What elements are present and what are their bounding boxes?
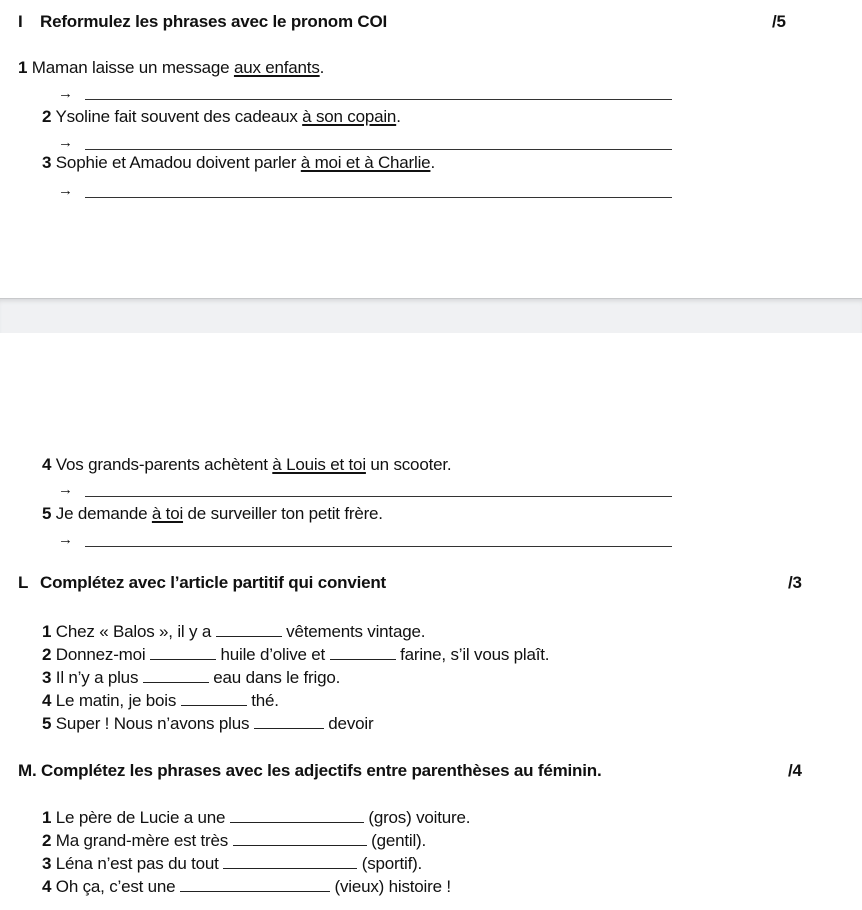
section-m-score: /4	[788, 761, 802, 780]
arrow-icon: →	[58, 481, 73, 498]
exercise-i-item-3: 3 Sophie et Amadou doivent parler à moi et à Charlie.	[42, 153, 435, 172]
exercise-m-item-1: 1 Le père de Lucie a une (gros) voiture.	[42, 808, 471, 827]
exercise-i-item-1: 1 Maman laisse un message aux enfants.	[18, 58, 325, 77]
exercise-m-item-4: 4 Oh ça, c’est une (vieux) histoire !	[42, 877, 451, 896]
section-l-title: Complétez avec l’article partitif qui convient	[40, 573, 386, 592]
exercise-l-item-3: 3 Il n’y a plus eau dans le frigo.	[42, 668, 341, 687]
arrow-icon: →	[58, 85, 73, 102]
arrow-icon: →	[58, 182, 73, 199]
blank-field[interactable]	[233, 831, 367, 846]
section-i-title: Reformulez les phrases avec le pronom COI	[40, 12, 388, 31]
answer-line[interactable]	[85, 496, 672, 497]
blank-field[interactable]	[230, 808, 364, 823]
blank-field[interactable]	[143, 668, 209, 683]
exercise-l-item-5: 5 Super ! Nous n’avons plus devoir	[42, 714, 374, 733]
section-l-letter: L	[18, 573, 29, 592]
blank-field[interactable]	[150, 645, 216, 660]
section-l-score: /3	[788, 573, 802, 592]
exercise-l-item-1: 1 Chez « Balos », il y a vêtements vintage.	[42, 622, 426, 641]
exercise-m-item-2: 2 Ma grand-mère est très (gentil).	[42, 831, 427, 850]
arrow-icon: →	[58, 134, 73, 151]
exercise-l-item-4: 4 Le matin, je bois thé.	[42, 691, 279, 710]
blank-field[interactable]	[180, 877, 330, 892]
section-m-title: M. Complétez les phrases avec les adjectifs entre parenthèses au féminin.	[18, 761, 602, 780]
blank-field[interactable]	[330, 645, 396, 660]
exercise-i-item-4: 4 Vos grands-parents achètent à Louis et toi un scooter.	[42, 455, 452, 474]
exercise-i-item-5: 5 Je demande à toi de surveiller ton petit frère.	[42, 504, 383, 523]
blank-field[interactable]	[223, 854, 357, 869]
blank-field[interactable]	[216, 622, 282, 637]
exercise-i-item-2: 2 Ysoline fait souvent des cadeaux à son copain.	[42, 107, 401, 126]
exercise-l-item-2: 2 Donnez-moi huile d’olive et farine, s’il vous plaît.	[42, 645, 550, 664]
section-i-letter: I	[18, 12, 23, 31]
page-break	[0, 298, 862, 333]
blank-field[interactable]	[181, 691, 247, 706]
answer-line[interactable]	[85, 99, 672, 100]
blank-field[interactable]	[254, 714, 324, 729]
answer-line[interactable]	[85, 149, 672, 150]
exercise-m-item-3: 3 Léna n’est pas du tout (sportif).	[42, 854, 423, 873]
section-i-score: /5	[772, 12, 786, 31]
arrow-icon: →	[58, 531, 73, 548]
answer-line[interactable]	[85, 546, 672, 547]
answer-line[interactable]	[85, 197, 672, 198]
